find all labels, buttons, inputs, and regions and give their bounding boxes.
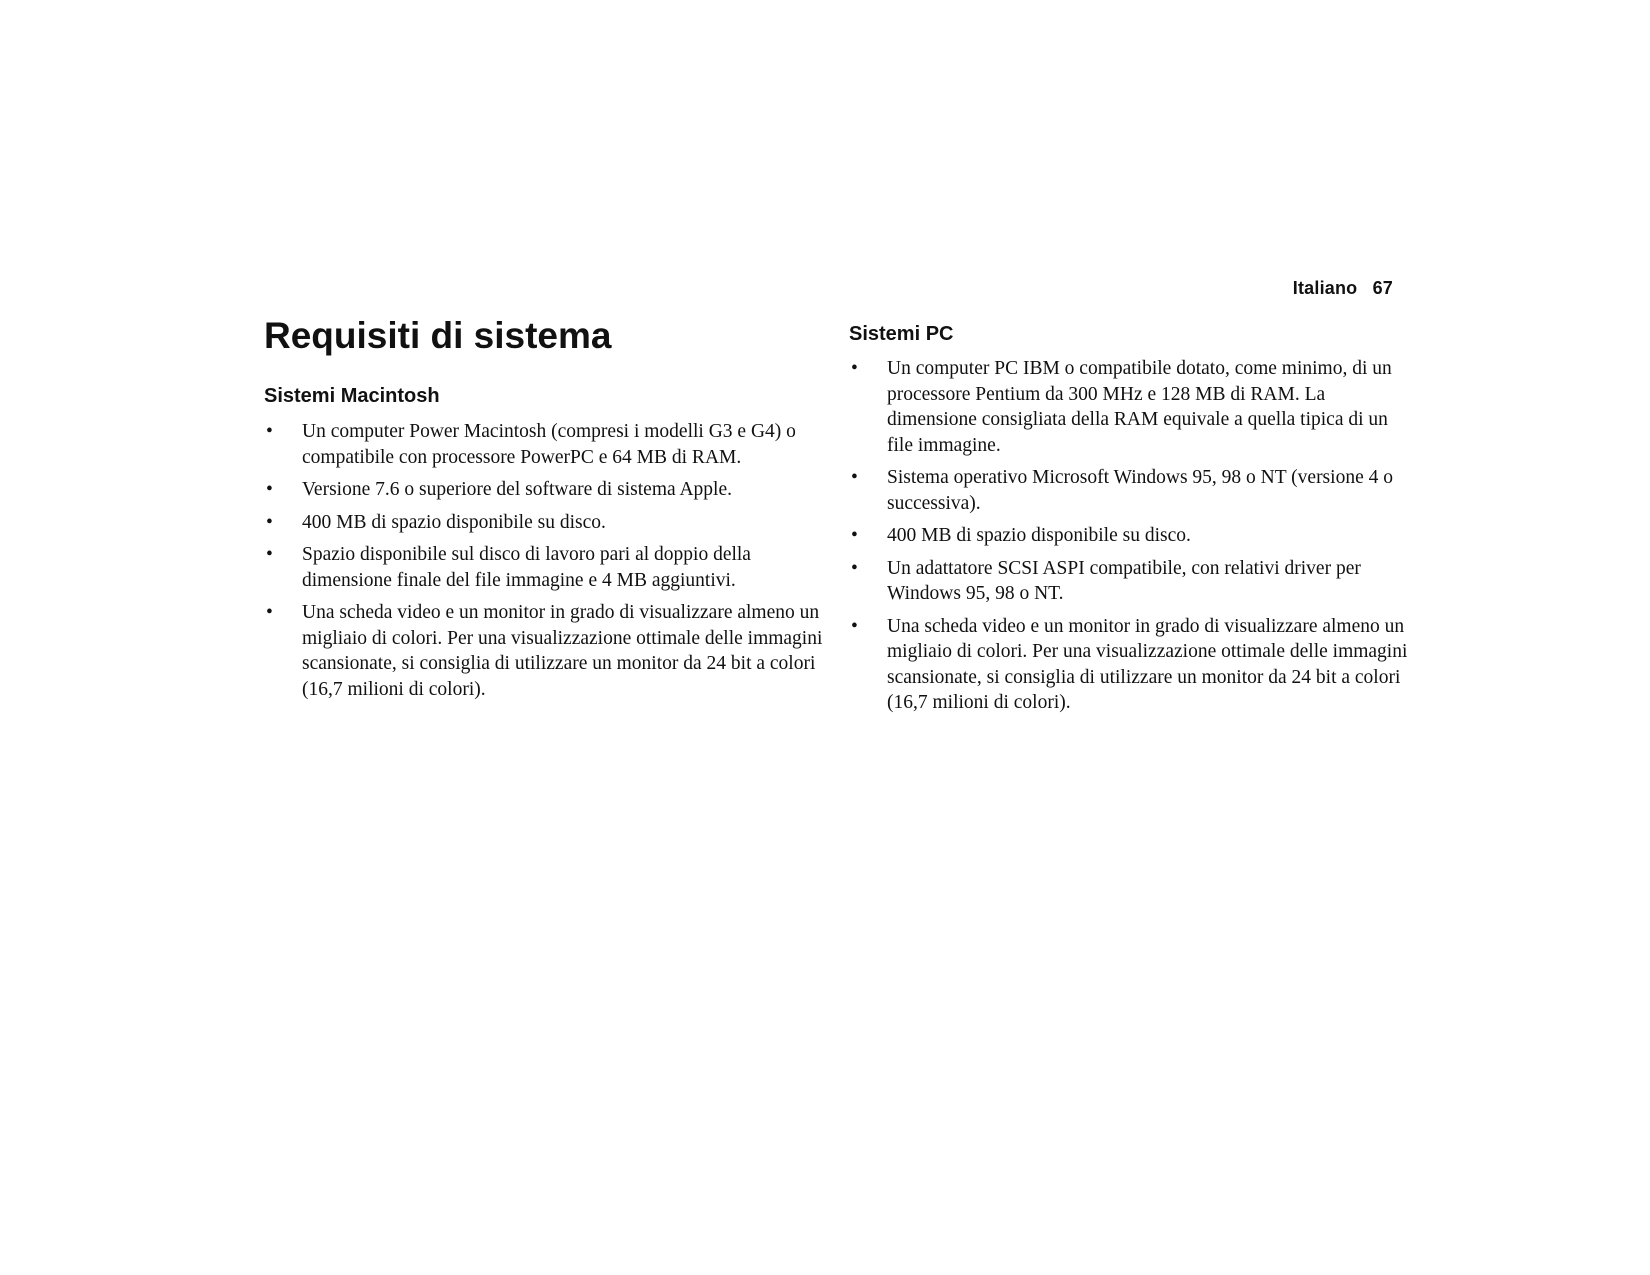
list-item (849, 523, 1409, 549)
bullet-icon: • (266, 511, 273, 533)
list-item (849, 556, 1409, 607)
bullet-icon: • (851, 615, 858, 637)
pc-requirements-list (849, 356, 1409, 723)
bullet-icon: • (851, 358, 858, 379)
bullet-icon: • (851, 467, 858, 488)
header-language: Italiano (1292, 278, 1358, 298)
list-item (849, 614, 1409, 716)
macintosh-requirements-list (264, 419, 824, 709)
bullet-icon: • (266, 479, 273, 500)
list-item-text: Spazio disponibile sul disco di lavoro pari al doppio della dimensione finale del file immagine e 4 MB aggiuntivi. (302, 544, 751, 591)
list-item-text: Un computer PC IBM o compatibile dotato, come minimo, di un processore Pentium da 300 MHz e 128 MB di RAM. La dimensione consigliata della RAM equivale a quella tipica di un file immagine. (887, 358, 1392, 456)
bullet-icon: • (266, 421, 273, 442)
list-item-text: 400 MB di spazio disponibile su disco. (302, 511, 606, 533)
list-item (264, 477, 824, 503)
list-item (849, 356, 1409, 458)
list-item (849, 465, 1409, 516)
list-item-text: Un adattatore SCSI ASPI compatibile, con relativi driver per Windows 95, 98 o NT. (887, 557, 1361, 604)
bullet-icon: • (266, 602, 273, 623)
list-item (264, 419, 824, 470)
list-item-text: Un computer Power Macintosh (compresi i modelli G3 e G4) o compatibile con processore PowerPC e 64 MB di RAM. (302, 421, 796, 468)
list-item (264, 510, 824, 536)
list-item-text: Sistema operativo Microsoft Windows 95, 98 o NT (versione 4 o successiva). (887, 467, 1393, 514)
list-item (264, 600, 824, 702)
page-header (1293, 278, 1393, 299)
bullet-icon: • (266, 544, 273, 565)
list-item (264, 542, 824, 593)
bullet-icon: • (851, 525, 858, 546)
list-item-text: Versione 7.6 o superiore del software di sistema Apple. (302, 479, 732, 500)
bullet-icon: • (851, 557, 858, 579)
page-title: Requisiti di sistema (264, 315, 612, 356)
list-item-text: 400 MB di spazio disponibile su disco. (887, 525, 1191, 546)
pc-heading: Sistemi PC (849, 323, 954, 345)
list-item-text: Una scheda video e un monitor in grado di visualizzare almeno un migliaio di colori. Per una visualizzazione ottimale delle immagini scansionate, si consiglia di utilizzare un monitor da 24 bit a colori (16,7 milioni di colori). (887, 615, 1408, 713)
page-number: 67 (1372, 278, 1393, 298)
list-item-text: Una scheda video e un monitor in grado di visualizzare almeno un migliaio di colori. Per una visualizzazione ottimale delle immagini scansionate, si consiglia di utilizzare un monitor da 24 bit a colori (16,7 milioni di colori). (302, 602, 823, 700)
macintosh-heading: Sistemi Macintosh (264, 385, 440, 407)
